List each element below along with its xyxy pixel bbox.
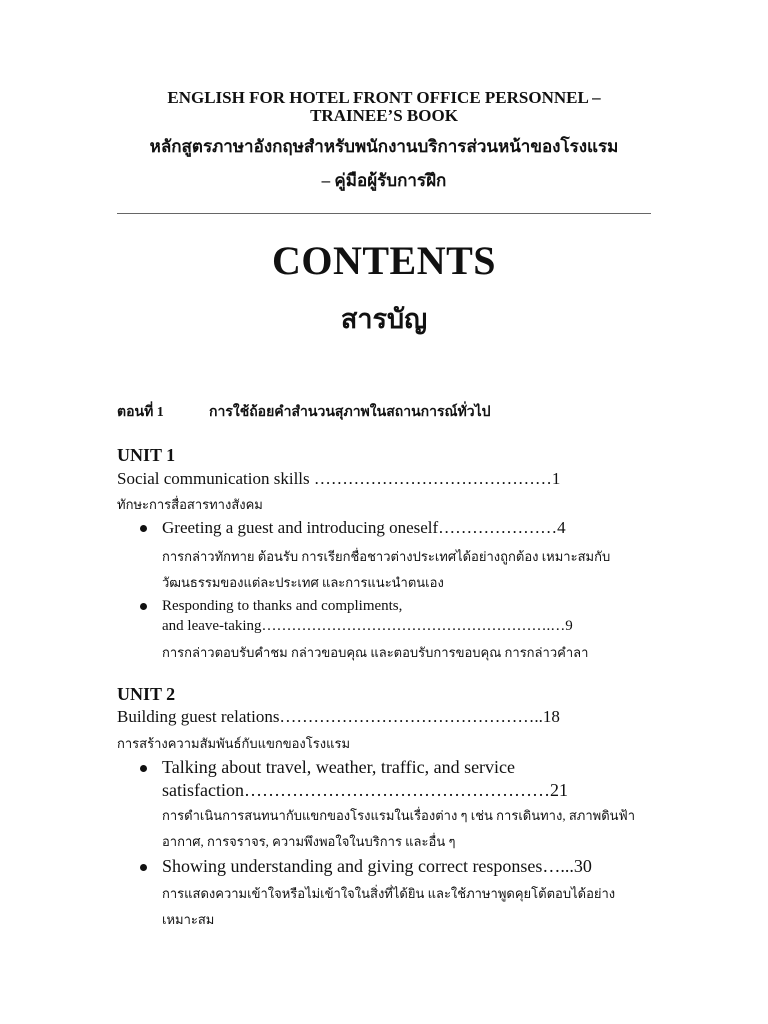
unit2-item2-desc-line2: เหมาะสม: [162, 912, 215, 927]
unit2-label: UNIT 2: [117, 684, 176, 704]
section-title: การใช้ถ้อยคำสำนวนสุภาพในสถานการณ์ทั่วไป: [209, 405, 491, 420]
bullet-icon: [140, 603, 147, 610]
unit1-entry-th: ทักษะการสื่อสารทางสังคม: [117, 497, 263, 512]
unit1-item1-desc-line1: การกล่าวทักทาย ต้อนรับ การเรียกชื่อชาวต่างประเทศได้อย่างถูกต้อง เหมาะสมกับ: [162, 549, 611, 564]
book-title-th-line2: – คู่มือผู้รับการฝึก: [321, 171, 447, 190]
unit2-entry-th: การสร้างความสัมพันธ์กับแขกของโรงแรม: [117, 736, 351, 751]
contents-heading: CONTENTS: [271, 238, 497, 283]
book-title-en-line2: TRAINEE’S BOOK: [310, 106, 458, 125]
unit2-item1-title-line2: satisfaction……………………………………………21: [162, 780, 568, 800]
book-title-en-line1: ENGLISH FOR HOTEL FRONT OFFICE PERSONNEL –: [167, 88, 601, 107]
bullet-icon: [140, 864, 147, 871]
unit2-item1-desc-line2: อากาศ, การจราจร, ความพึงพอใจในบริการ และอื่น ๆ: [162, 834, 456, 849]
unit1-label: UNIT 1: [117, 445, 176, 465]
header-divider: [117, 213, 651, 214]
bullet-icon: [140, 525, 147, 532]
unit1-item2-desc-line1: การกล่าวตอบรับคำชม กล่าวขอบคุณ และตอบรับการขอบคุณ การกล่าวคำลา: [162, 645, 589, 660]
section-number: ตอนที่ 1: [117, 405, 164, 420]
unit1-entry: Social communication skills ……………………………………1: [117, 469, 561, 488]
unit2-item2-title: Showing understanding and giving correct responses…...30: [162, 856, 592, 876]
unit1-item2-title-line2: and leave-taking………………………………………………….…9: [162, 618, 573, 634]
unit2-entry: Building guest relations………………………………………..18: [117, 707, 560, 726]
unit2-item1-desc-line1: การดำเนินการสนทนากับแขกของโรงแรมในเรื่องต่าง ๆ เช่น การเดินทาง, สภาพดินฟ้า: [162, 808, 636, 823]
contents-heading-th: สารบัญ: [340, 304, 428, 334]
unit2-item2-desc-line1: การแสดงความเข้าใจหรือไม่เข้าใจในสิ่งที่ได้ยิน และใช้ภาษาพูดคุยโต้ตอบได้อย่าง: [162, 886, 616, 901]
unit2-item1-title-line1: Talking about travel, weather, traffic, and service: [162, 757, 516, 777]
unit1-item1-title: Greeting a guest and introducing oneself…………………4: [162, 518, 566, 537]
unit1-item2-title-line1: Responding to thanks and compliments,: [162, 598, 403, 614]
book-title-th-line1: หลักสูตรภาษาอังกฤษสำหรับพนักงานบริการส่วนหน้าของโรงแรม: [149, 137, 619, 156]
unit1-item1-desc-line2: วัฒนธรรมของแต่ละประเทศ และการแนะนำตนเอง: [162, 575, 444, 590]
bullet-icon: [140, 765, 147, 772]
